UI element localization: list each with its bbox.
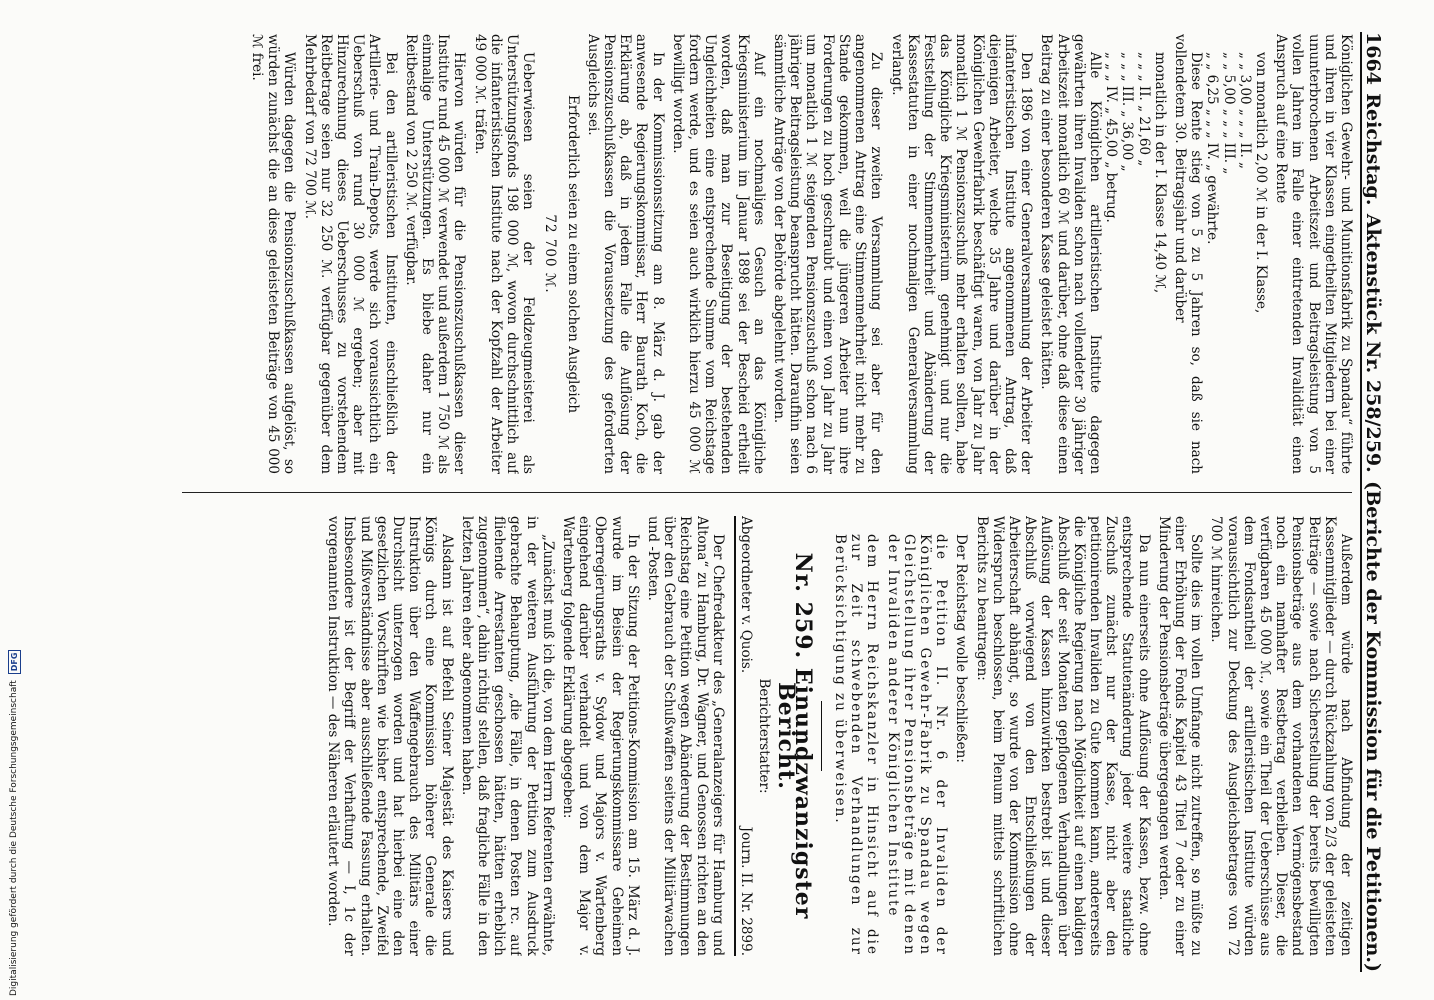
rate-line: monatlich in der I. Klasse 14,40 ℳ, xyxy=(1151,52,1168,294)
motion-text: dem Herrn Reichskanzler in Hinsicht auf die zur Zeit schwebenden Verhandlungen zur Berücksichtigung zu überweisen. xyxy=(831,534,881,956)
rate-line: „ „ „ IV. „ 45,00 „ betrug. xyxy=(1103,52,1120,223)
paragraph: Hiervon würden für die Pensionszuschußkassen dieser Institute rund 45 000 ℳ verwendet und außerdem 1 750 ℳ als einmalige Unterstützungen. Es bliebe daher nur ein Reitbestand von 2 250 ℳ. verfügbar. xyxy=(402,34,468,474)
reporter-label: Berichterstatter: xyxy=(756,678,773,794)
paragraph: Diese Rente stieg von 5 zu 5 Jahren so, daß sie nach vollendetem 30. Beitragsjahr und darüber xyxy=(1171,34,1205,474)
paragraph: Auf ein nochmaliges Gesuch an das Königliche Kriegsministerium im Januar 1898 sei der Bescheid ertheilt worden, daß man zur Beseitigung der bestehenden Ungleichheiten eine entsprechende Summe vom Reichstage fordern werde, und es seien auch wirklich hierzu 45 000 ℳ bewilligt worden. xyxy=(669,34,767,474)
journal-reference: Journ. II. Nr. 2899. xyxy=(738,826,755,956)
header-center-title: Aktenstück Nr. 258/259. xyxy=(1362,213,1384,473)
paragraph: Zu dieser zweiten Versammlung sei aber für den angenommenen Antrag eine Stimmenmehrheit nicht mehr zu Stande gekommen, weil die jüngeren Arbeiter nun ihre Forderungen zu hoch geschraubt und einen von Jahr zu Jahr um monatlich 1 ℳ steigenden Pensionszuschuß schon nach 6 jähriger Beitragsleistung beansprucht hätten. Daraufhin seien sämmtliche Anträge von der Behörde abgelehnt worden. xyxy=(771,34,885,474)
footer xyxy=(2,0,24,1000)
rate-line: „ „ 3,00 „ „ „ II. „ xyxy=(1236,52,1253,170)
paragraph: Bei den artilleristischen Instituten, einschließlich der Artillerie- und Train-Depots, werde sich voraussichtlich ein Ueberschuß von rund 30 000 ℳ ergeben; aber mit Hinzurechnung dieses Ueberschusses zu vorstehendem Reitbetrage seien nur 32 250 ℳ. verfügbar gegenüber dem Mehrbedarf von 72 700 ℳ. xyxy=(301,34,399,474)
paragraph: Alle Königlichen artilleristischen Institute dagegen gewährten ihren Invaliden schon nach vollendeter 30 jähriger Arbeitszeit monatlich 60 ℳ und darüber, ohne daß diese einen Beitrag zu einer besonderen Kasse geleistet hätten. xyxy=(1038,34,1103,474)
section-title: Nr. 259. Einundzwanzigster Bericht. xyxy=(773,552,816,920)
amount: 72 700 ℳ. xyxy=(542,214,559,294)
rate-line: von monatlich 2,00 ℳ in der I. Klasse, xyxy=(1252,52,1269,314)
rotated-page-content xyxy=(62,12,1402,992)
left-column xyxy=(174,34,1354,474)
reporter-name: Abgeordneter v. Quois. xyxy=(738,516,755,674)
motion-text: die Petition II. Nr. 6 der Invaliden der Königlichen Gewehr-Fabrik zu Spandau wegen Gleichstellung ihrer Pensionsbeträge mit denen der Invaliden anderer Königlichen Institute xyxy=(884,534,950,956)
paragraph: In der Kommissionssitzung am 8. März d. J. gab der anwesende Regierungskommissar, Herr Baurath Koch, die Erklärung ab, daß in jedem Falle die Auflösung der Pensionszuschußkassen die Voraussetzung des geforderten Ausgleichs sei. xyxy=(584,34,666,474)
paragraph: Außerdem würde nach Abfindung der zeitigen Kassenmitglieder — durch Rückzahlung von 2/3 der geleisteten Beiträge — sowie nach Sicherstellung der bereits bewilligten Pensionsbeträge aus dem vorhandenen Vermögensbestand noch ein namhafter Restbetrag verbleiben. Dieser, die verfügbaren 45 000 ℳ., sowie ein Theil der Ueberschüsse aus dem Fondsantheil der artilleristischen Institute würden voraussichtlich zur Deckung des Ausgleichsbetrages von 72 700 ℳ hinreichen. xyxy=(1208,516,1354,956)
rate-line: „ „ 6,25 „ „ „ IV. „ gewährte. xyxy=(1204,52,1221,245)
paragraph: Da nun einerseits ohne Auflösung der Kassen, bezw. ohne entsprechende Statutenänderung jeder weitere staatliche Zuschuß zunächst nur der Kasse, nicht aber den petitionirenden Invaliden zu Gute kommen kann, andererseits die Königliche Regierung nach Möglichkeit auf einen baldigen Abschluß der seit Monaten gepflogenen Verhandlungen über Auflösung der Kassen hinzuwirken bestrebt ist und dieser Abschluß vorwiegend von den Entschließungen der Arbeiterschaft abhängt, so wurde von der Kommission ohne Widerspruch beschlossen, beim Plenum mittels schriftlichen Berichts zu beantragen: xyxy=(973,516,1152,956)
paragraph: In der Sitzung der Petitions-Kommission am 15. März d. J. wurde im Beisein der Regierungskommissare Geheimen Oberregierungsraths v. Sydow und Majors v. Wartenberg eingehend darüber verhandelt und von dem Major v. Wartenberg folgende Erklärung abgegeben: xyxy=(560,516,641,956)
paragraph: Königlichen Gewehr- und Munitionsfabrik zu Spandau“ führte und ihren in vier Klassen eingetheilten Mitgliedern bei einer ununterbrochenen Arbeitszeit und Beitragsleistung von 5 vollen Jahren im Falle einer eintretenden Invalidität einen Anspruch auf eine Rente xyxy=(1273,34,1354,474)
rate-line: „ „ „ III. „ 36,00 „ xyxy=(1119,52,1136,172)
header-left-title: Reichstag. xyxy=(1362,93,1384,206)
column-divider xyxy=(182,492,1352,493)
page-number: 1664 xyxy=(1362,32,1384,85)
rate-line: „ „ 5,00 „ „ „ III. „ xyxy=(1220,52,1237,175)
paragraph: „Zunächst muß ich die, von dem Herrn Referenten erwähnte, in der weiteren Ausführung der Petition zum Ausdruck gebrachte Behauptung, „die Fälle, in denen Posten rc. auf fliehende Arrestanten geschossen hätten, hätten erheblich zugenommen“, dahin richtig stellen, daß fragliche Fälle in den letzten Jahren eher abgenommen haben. xyxy=(458,516,556,956)
dfg-logo: DFG xyxy=(8,650,21,675)
reporter-row xyxy=(734,516,754,956)
paragraph: Der Reichstag wolle beschließen: xyxy=(953,534,970,763)
paragraph: Alsdann ist auf Befehl Seiner Majestät des Kaisers und Königs durch eine Kommission höherer Generale die Instruktion über den Waffengebrauch des Militärs einer Durchsicht unterzogen worden und hat hierbei eine den gesetzlichen Vorschriften wie bisher entsprechende, Zweifel und Mißverständnisse aber ausschließende Fassung erhalten. Insbesondere ist der Begriff der Verhaftung — I, 1c der vorgenannten Instruktion — des Näheren erläutert worden. xyxy=(325,516,455,956)
rate-line: „ „ „ II. „ 21,60 „ xyxy=(1135,52,1152,167)
paragraph: Erforderlich seien zu einem solchen Ausgleich xyxy=(564,94,581,414)
paragraph: Sollte dies im vollen Umfange nicht zutreffen, so müßte zu einer Erhöhung der Fonds Kapitel 43 Titel 7 oder zu einer Minderung der Pensionsbeträge übergegangen werden. xyxy=(1155,516,1205,956)
paragraph: Ueberwiesen seien der Feldzeugmeisterei als Unterstützungsfonds 198 000 ℳ, wovon durchschnittlich auf die infanteristischen Institute nach der Kopfzahl der Arbeiter 49 000 ℳ. träfen. xyxy=(471,34,537,474)
paragraph: Der Chefredakteur des „Generalanzeigers für Hamburg und Altona“ zu Hamburg, Dr. Wagner, und Genossen richten an den Reichstag eine Petition wegen Abänderung der Bestimmungen über den Gebrauch der Schußwaffen seitens der Militärwachen und -Posten. xyxy=(645,516,726,956)
page-header xyxy=(1360,32,1396,972)
footer-text: Digitalisierung gefördert durch die Deutsche Forschungsgemeinschaft xyxy=(9,680,19,996)
paragraph: Würden dagegen die Pensionszuschußkassen aufgelöst, so würden zunächst die an diese geleisteten Beiträge von 45 000 ℳ frei. xyxy=(249,34,298,474)
right-column xyxy=(174,516,1354,956)
header-right-title: (Berichte der Kommission für die Petitionen.) xyxy=(1362,481,1384,972)
section-divider xyxy=(821,701,822,771)
paragraph: Den 1896 von einer Generalversammlung der Arbeiter der infanteristischen Institute angenommenen Antrag, daß diejenigen Arbeiter, welche 35 Jahre und darüber in der Königlichen Gewehrfabrik beschäftigt waren, von Jahr zu Jahr monatlich 1 ℳ Pensionszuschuß mehr erhalten sollten, habe das Königliche Kriegsministerium genehmigt und nur die Feststellung der Stimmenmehrheit und Abänderung der Kassestatuten in einer nochmaligen Generalversammlung verlangt. xyxy=(888,34,1035,474)
